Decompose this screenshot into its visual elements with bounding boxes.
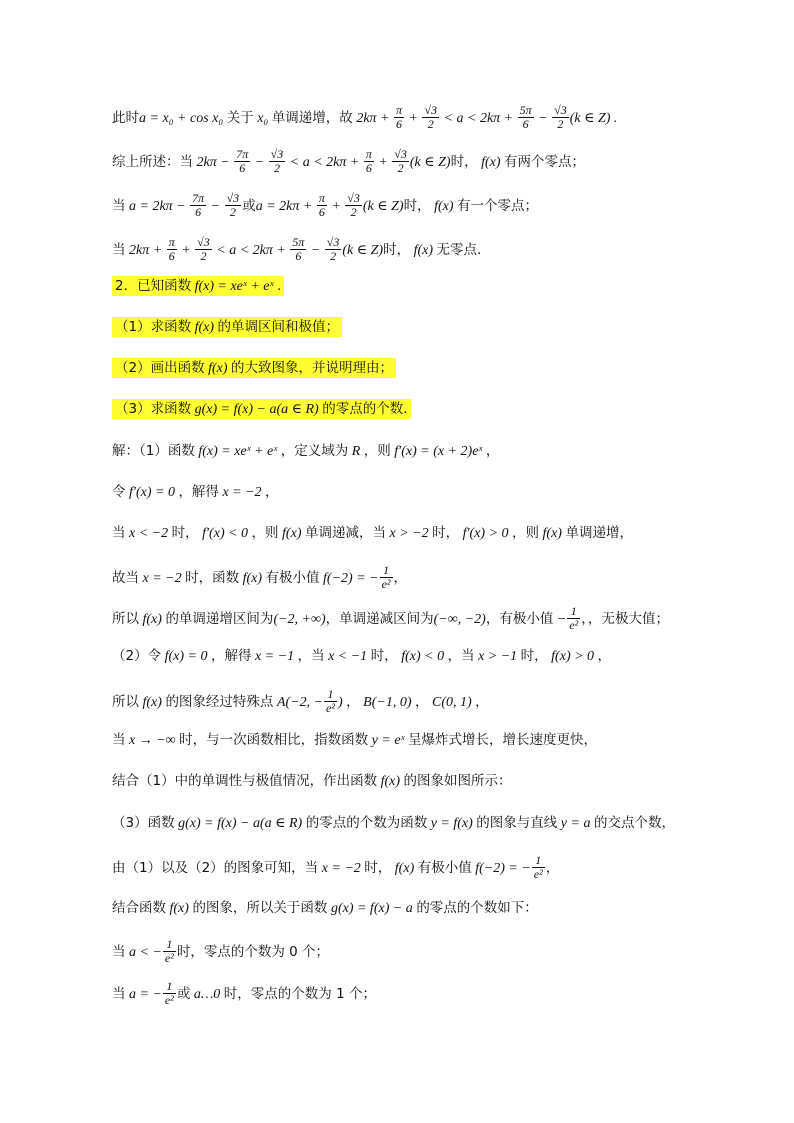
line-content: [112, 235, 482, 263]
fraction-denominator: 2: [427, 117, 434, 131]
text-segment: 的图象经过特殊点: [165, 693, 274, 710]
text-line-l21: [112, 938, 754, 965]
fraction-numerator: 7π: [192, 191, 205, 205]
text-segment: 当: [112, 525, 126, 541]
text-segment: ，当: [447, 648, 475, 664]
line-content: [112, 648, 611, 664]
fraction: [518, 104, 534, 131]
text-segment: 由（1）以及（2）的图象可知，当: [112, 859, 319, 876]
text-segment: 的零点的个数.: [322, 401, 408, 417]
math-expression: +: [327, 198, 345, 214]
text-segment: 结合（1）中的单调性与极值情况，作出函数: [112, 773, 378, 789]
fraction-numerator: π: [365, 147, 372, 161]
fraction-numerator: √3: [270, 147, 284, 161]
math-expression: +: [177, 242, 195, 258]
line-content: [112, 484, 279, 500]
math-expression: a < −: [125, 944, 162, 960]
math-expression: x = −1: [251, 649, 298, 664]
text-segment: （3）函数: [112, 815, 175, 831]
math-expression: x = −2: [318, 860, 365, 876]
math-expression: −: [251, 154, 268, 170]
math-expression: f(x): [239, 570, 266, 586]
text-segment: ，则: [251, 525, 279, 541]
math-expression: f′(x) = 0: [125, 485, 179, 500]
math-expression: (k ∈ Z): [362, 198, 404, 214]
math-expression: f′(x) < 0: [198, 526, 252, 541]
text-segment: ，: [597, 648, 612, 664]
fraction-numerator: √3: [326, 235, 340, 249]
text-line-l17: [112, 771, 754, 792]
text-segment: 当: [112, 197, 126, 214]
math-expression: a = 2kπ +: [255, 198, 316, 214]
fraction-denominator: 2: [273, 161, 280, 175]
text-segment: ，有极小值: [485, 610, 554, 627]
fraction: [234, 148, 250, 175]
text-segment: 当: [112, 943, 126, 960]
fraction-denominator: 6: [522, 117, 529, 131]
fraction: [195, 236, 212, 263]
math-expression: f(x): [166, 901, 193, 916]
text-line-l3: [112, 192, 754, 219]
line-content: [112, 147, 586, 175]
line-content: [112, 979, 376, 1007]
fraction: [532, 854, 545, 881]
text-segment: ，: [475, 693, 489, 710]
math-expression: g(x) = f(x) − a(a ∈ R): [191, 402, 323, 417]
math-expression: A(−2, −: [273, 694, 324, 710]
math-expression: (k ∈ Z): [342, 242, 384, 258]
text-segment: 单调递减，当: [304, 525, 386, 541]
text-line-l2: [112, 148, 754, 175]
fraction: [163, 980, 176, 1007]
text-segment: 时，: [370, 648, 398, 664]
fraction-denominator: e²: [533, 867, 543, 881]
line-content: [112, 604, 669, 632]
text-segment: 时，零点的个数为 0 个；: [176, 943, 330, 960]
text-line-l12: [112, 564, 754, 591]
math-expression: (−∞, −2): [433, 611, 486, 627]
text-line-l18: [112, 813, 754, 834]
fraction: [392, 148, 409, 175]
math-expression: f(x): [204, 361, 232, 376]
math-expression: f(x): [391, 860, 418, 876]
text-line-l16: [112, 730, 754, 751]
fraction-denominator: 2: [229, 205, 236, 219]
text-segment: 的零点的个数为函数: [305, 815, 428, 831]
math-expression: g(x) = f(x) − a(a ∈ R): [174, 816, 306, 831]
fraction-numerator: π: [318, 191, 325, 205]
line-content: [112, 937, 330, 965]
text-segment: 单调递增，故: [271, 109, 353, 126]
math-expression: a = x₀ + cos x₀: [139, 110, 227, 126]
math-expression: < a < 2kπ +: [212, 242, 290, 258]
fraction-denominator: 2: [350, 205, 357, 219]
text-segment: 的单调递增区间为: [165, 610, 274, 627]
fraction-denominator: 2: [557, 117, 564, 131]
fraction: [163, 938, 176, 965]
text-segment: ，当: [297, 648, 325, 664]
text-segment: 当: [112, 732, 126, 748]
math-expression: f′(x) = (x + 2)eˣ: [390, 444, 486, 459]
text-segment: 当: [112, 985, 126, 1002]
text-line-l19: [112, 854, 754, 881]
text-segment: 的图象，所以关于函数: [192, 900, 328, 916]
text-segment: 呈爆炸式增长，增长速度更快，: [407, 732, 597, 748]
math-expression: f(x): [477, 154, 505, 170]
highlighted-question: [112, 399, 411, 419]
fraction-numerator: 1: [163, 980, 176, 994]
text-segment: 关于: [226, 109, 254, 126]
math-expression: < a < 2kπ +: [440, 110, 517, 126]
text-segment: ，则: [512, 525, 540, 541]
line-content: [112, 191, 538, 219]
text-line-l13: [112, 605, 754, 632]
text-segment: 结合函数: [112, 900, 166, 916]
line-content: [112, 687, 489, 715]
fraction-numerator: 1: [567, 605, 580, 619]
text-segment: ，则: [363, 443, 391, 459]
text-segment: ，: [414, 693, 429, 710]
highlighted-question: [112, 276, 284, 296]
fraction-denominator: 6: [295, 249, 302, 263]
fraction: [422, 104, 439, 131]
text-segment: 的图象如图所示：: [403, 773, 512, 789]
math-expression: −: [553, 611, 567, 627]
text-segment: 故当: [112, 569, 139, 586]
fraction-denominator: 6: [396, 117, 402, 131]
line-content: [112, 443, 499, 459]
math-expression: f(x): [278, 526, 305, 541]
fraction-numerator: 1: [324, 688, 337, 702]
text-segment: ，定义域为: [280, 443, 349, 459]
text-segment: 令: [112, 484, 126, 500]
text-line-l14: [112, 646, 754, 667]
fraction-denominator: 2: [397, 161, 404, 175]
fraction-denominator: e²: [326, 701, 335, 715]
fraction-denominator: 6: [365, 161, 372, 175]
math-expression: f′(x) > 0: [459, 526, 513, 541]
math-expression: 2kπ +: [125, 242, 166, 258]
math-expression: 2kπ −: [193, 154, 234, 170]
text-line-l8: [112, 399, 754, 420]
text-line-l9: [112, 441, 754, 462]
text-segment: 时，: [383, 241, 411, 258]
line-content: [112, 525, 633, 541]
line-content: [112, 900, 538, 916]
text-segment: 或: [242, 197, 256, 214]
fraction-numerator: √3: [347, 191, 360, 205]
fraction-denominator: 2: [200, 249, 207, 263]
text-segment: ，: [265, 484, 279, 500]
text-line-l11: [112, 523, 754, 544]
math-expression: x₀: [253, 110, 272, 126]
text-line-l10: [112, 482, 754, 503]
fraction-denominator: 6: [239, 161, 246, 175]
text-segment: 的零点的个数如下：: [416, 900, 538, 916]
line-content: [112, 773, 512, 789]
text-segment: 的大致图象，并说明理由；: [231, 360, 394, 376]
math-expression: x = −2: [139, 570, 186, 586]
text-segment: 时，: [450, 153, 478, 170]
math-expression: a = −: [125, 986, 162, 1002]
text-segment: 2．已知函数: [115, 278, 192, 294]
math-expression: < a < 2kπ +: [286, 154, 363, 170]
math-expression: y = a: [557, 816, 594, 831]
text-line-l5: [112, 276, 754, 297]
fraction: [325, 236, 342, 263]
highlighted-question: [112, 317, 342, 337]
fraction-numerator: π: [168, 235, 175, 249]
math-expression: f(−2) = −: [471, 860, 531, 876]
fraction: [394, 104, 404, 131]
text-segment: 时，与一次函数相比，指数函数: [179, 732, 369, 748]
fraction-numerator: √3: [424, 103, 438, 117]
math-expression: C(0, 1): [428, 694, 476, 710]
math-expression: f(x) = 0: [161, 649, 211, 664]
text-segment: .: [276, 278, 282, 294]
text-segment: ，单调递减区间为: [325, 610, 434, 627]
math-expression: y = f(x): [427, 816, 477, 831]
math-expression: f(x): [377, 774, 404, 789]
highlighted-question: [112, 358, 396, 378]
math-expression: R: [348, 444, 364, 459]
math-expression: 2kπ +: [352, 110, 393, 126]
math-expression: g(x) = f(x) − a: [327, 901, 417, 916]
fraction-numerator: π: [396, 103, 403, 117]
math-expression: (k ∈ Z): [409, 154, 451, 170]
text-segment: ，解得: [210, 648, 252, 664]
math-expression: x < −1: [324, 649, 371, 664]
fraction: [380, 564, 393, 591]
text-segment: 当: [112, 241, 126, 258]
text-segment: 时，: [403, 197, 431, 214]
math-expression: −: [534, 110, 552, 126]
text-segment: （1）求函数: [115, 319, 192, 335]
text-segment: ，: [393, 569, 408, 586]
text-segment: 综上所述：当: [112, 153, 193, 170]
text-line-l7: [112, 358, 754, 379]
math-expression: x → −∞: [125, 733, 180, 748]
fraction: [269, 148, 286, 175]
math-expression: B(−1, 0): [359, 694, 415, 710]
fraction-denominator: e²: [569, 618, 579, 632]
line-content: [112, 815, 675, 831]
fraction-numerator: √3: [226, 191, 240, 205]
fraction: [345, 192, 362, 219]
fraction-denominator: 6: [318, 205, 325, 219]
text-segment: 的单调区间和极值；: [217, 319, 340, 335]
text-segment: 所以: [112, 693, 139, 710]
text-segment: （3）求函数: [115, 401, 192, 417]
text-segment: （2）令: [112, 648, 162, 664]
fraction: [567, 605, 580, 632]
text-segment: 或: [176, 985, 191, 1002]
line-content: [112, 732, 597, 748]
math-expression: +: [374, 154, 392, 170]
math-expression: a = 2kπ −: [125, 198, 190, 214]
text-segment: 单调递增，: [565, 525, 633, 541]
fraction: [364, 148, 374, 175]
text-segment: ，: [346, 693, 360, 710]
math-expression: f(x) > 0: [547, 649, 598, 664]
text-segment: （2）画出函数: [115, 360, 205, 376]
text-segment: 时，: [520, 648, 548, 664]
text-line-l4: [112, 236, 754, 263]
fraction: [324, 688, 337, 715]
math-expression: f(x): [539, 526, 566, 541]
text-segment: 有两个零点；: [504, 153, 586, 170]
fraction: [167, 236, 177, 263]
math-expression: f(x) < 0: [397, 649, 448, 664]
math-expression: x > −1: [474, 649, 521, 664]
text-segment: 时，: [364, 859, 392, 876]
math-expression: y = eˣ: [368, 733, 408, 748]
fraction-numerator: 7π: [236, 147, 249, 161]
fraction-numerator: √3: [197, 235, 210, 249]
text-segment: ，，无极大值；: [581, 610, 669, 627]
text-line-l22: [112, 980, 754, 1007]
line-content: [112, 563, 408, 591]
fraction-denominator: 6: [168, 249, 175, 263]
math-expression: f(x): [410, 242, 437, 258]
fraction-numerator: 1: [532, 854, 545, 868]
text-line-l15: [112, 688, 754, 715]
text-segment: 的图象与直线: [476, 815, 558, 831]
math-expression: +: [405, 110, 422, 126]
math-expression: a…0: [190, 986, 224, 1002]
math-expression: x = −2: [218, 485, 266, 500]
text-segment: 有极小值: [265, 569, 320, 586]
text-segment: 所以: [112, 610, 139, 627]
text-segment: 解：（1）函数: [112, 443, 195, 459]
math-expression: f(x) = xeˣ + eˣ: [194, 444, 281, 459]
math-expression: x < −2: [125, 526, 172, 541]
line-content: [112, 103, 618, 131]
fraction-numerator: 1: [163, 938, 176, 952]
text-segment: ，解得: [178, 484, 219, 500]
text-segment: 的交点个数，: [593, 815, 675, 831]
text-segment: ，: [545, 859, 560, 876]
text-segment: 时，函数: [185, 569, 240, 586]
text-segment: 有极小值: [417, 859, 472, 876]
fraction-denominator: e²: [381, 577, 391, 591]
fraction: [290, 236, 306, 263]
fraction-numerator: 1: [380, 564, 393, 578]
fraction-denominator: e²: [164, 951, 174, 965]
math-expression: (k ∈ Z) .: [569, 110, 618, 126]
fraction-numerator: √3: [394, 147, 407, 161]
text-segment: ，: [485, 443, 500, 459]
text-segment: 时，: [432, 525, 460, 541]
fraction-denominator: 2: [330, 249, 337, 263]
text-line-l20: [112, 898, 754, 919]
text-segment: 时，零点的个数为 1 个；: [223, 985, 376, 1002]
math-expression: −: [207, 198, 224, 214]
text-segment: 时，: [171, 525, 199, 541]
math-expression: −: [307, 242, 324, 258]
math-expression: f(x): [191, 320, 218, 335]
math-expression: ): [337, 694, 347, 710]
fraction-denominator: e²: [164, 993, 174, 1007]
text-segment: 此时: [112, 109, 139, 126]
math-expression: f(−2) = −: [319, 570, 379, 586]
text-line-l6: [112, 317, 754, 338]
fraction-numerator: 5π: [292, 235, 305, 249]
fraction: [225, 192, 242, 219]
text-segment: 无零点.: [436, 241, 482, 258]
line-content: [112, 853, 560, 881]
math-expression: f(x): [139, 611, 166, 627]
math-expression: (−2, +∞): [273, 611, 326, 627]
math-expression: f(x): [139, 694, 166, 710]
math-expression: x > −2: [385, 526, 433, 541]
math-expression: f(x): [430, 198, 457, 214]
fraction-numerator: √3: [554, 103, 567, 117]
fraction: [317, 192, 327, 219]
fraction: [552, 104, 569, 131]
fraction-numerator: 5π: [519, 103, 532, 117]
text-segment: 有一个零点；: [457, 197, 538, 214]
fraction: [190, 192, 206, 219]
fraction-denominator: 6: [195, 205, 202, 219]
math-expression: f(x) = xeˣ + eˣ: [191, 279, 277, 294]
text-line-l1: [112, 104, 754, 131]
